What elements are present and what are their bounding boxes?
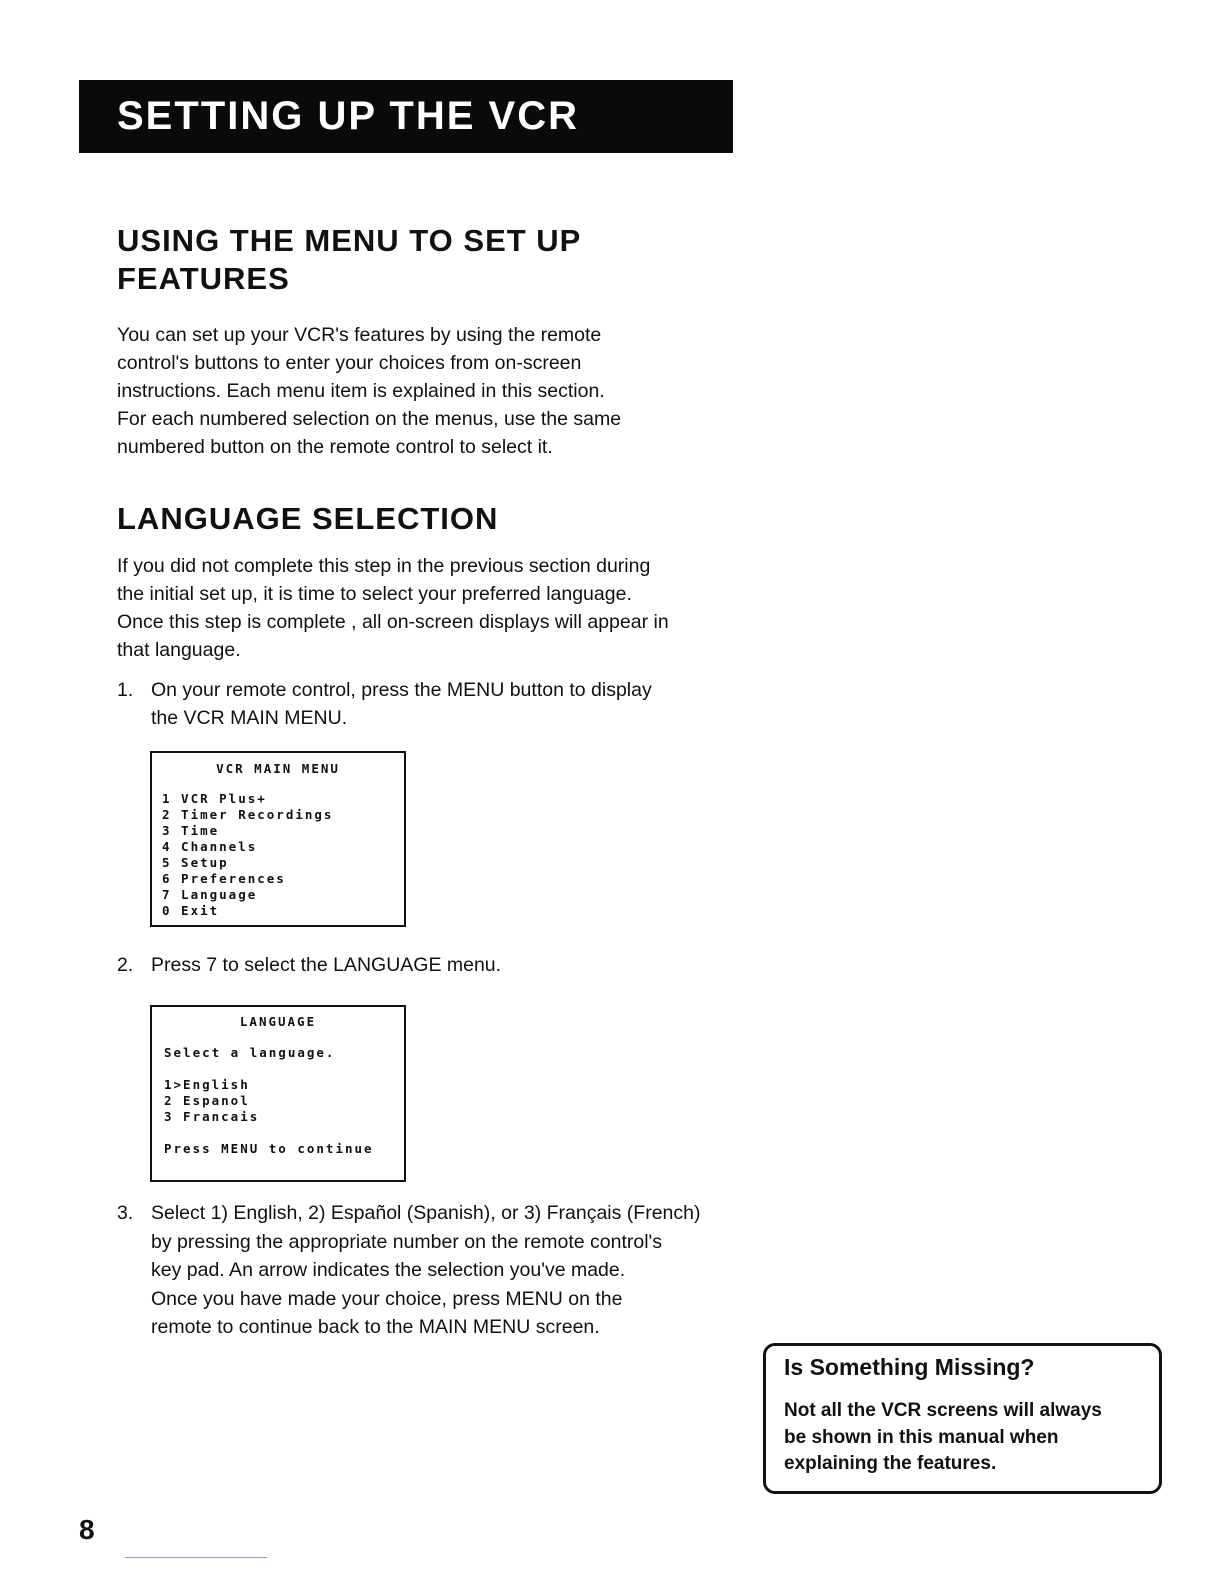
step-number: 2. [117,954,134,976]
intro-paragraph [117,321,621,461]
heading-line: USING THE MENU TO SET UP [117,223,582,258]
text-line: If you did not complete this step in the previous section during [117,555,651,577]
menu-item: 3 Time [162,823,220,838]
text-line: that language. [117,639,241,661]
step-number: 1. [117,679,134,701]
heading-line: FEATURES [117,261,290,296]
callout-body [784,1398,1102,1478]
chapter-banner [79,80,733,153]
language-option: 3 Francais [164,1109,260,1124]
screen-title: LANGUAGE [239,1014,317,1029]
text-line: Select 1) English, 2) Español (Spanish), or 3) Français (French) [151,1202,701,1224]
text-line: Press 7 to select the LANGUAGE menu. [151,954,502,976]
text-line: Once this step is complete , all on-screen displays will appear in [117,611,669,633]
callout-title: Is Something Missing? [784,1354,1035,1380]
text-line: numbered button on the remote control to select it. [117,436,553,458]
language-option: 2 Espanol [164,1093,250,1108]
text-line: Not all the VCR screens will always [784,1400,1102,1421]
text-line: explaining the features. [784,1453,997,1474]
screen-footer: Press MENU to continue [164,1141,374,1156]
menu-item: 0 Exit [162,903,220,918]
footer-rule [125,1557,267,1558]
language-paragraph [117,552,669,664]
menu-item: 5 Setup [162,855,229,870]
text-line: You can set up your VCR's features by using the remote [117,324,602,346]
menu-item: 6 Preferences [162,871,286,886]
screen-title: VCR MAIN MENU [216,761,340,776]
text-line: key pad. An arrow indicates the selection you've made. [151,1259,626,1281]
text-line: by pressing the appropriate number on the remote control's [151,1230,663,1253]
menu-item: 2 Timer Recordings [162,807,334,822]
text-line: On your remote control, press the MENU button to display [151,679,652,701]
menu-item: 4 Channels [162,839,258,854]
text-line: control's buttons to enter your choices from on-screen [117,352,582,374]
menu-item: 1 VCR Plus+ [162,791,267,806]
vcr-main-menu-screen [150,751,406,927]
screen-prompt: Select a language. [164,1045,336,1060]
chapter-title: SETTING UP THE VCR [117,94,579,138]
section-heading-language: LANGUAGE SELECTION [117,501,499,536]
text-line: remote to continue back to the MAIN MENU screen. [151,1316,600,1338]
text-line: the initial set up, it is time to select your preferred language. [117,583,632,605]
text-line: instructions. Each menu item is explained in this section. [117,380,605,402]
text-line: be shown in this manual when [784,1426,1059,1448]
step-number: 3. [117,1202,134,1224]
menu-item: 7 Language [162,887,258,902]
text-line: Once you have made your choice, press MENU on the [151,1287,623,1310]
section-heading-menu [117,222,581,298]
language-screen [150,1005,406,1182]
text-line: the VCR MAIN MENU. [151,707,348,729]
text-line: For each numbered selection on the menus, use the same [117,408,622,430]
language-option: 1>English [164,1077,250,1092]
tip-callout [763,1343,1162,1494]
page-number: 8 [79,1514,95,1545]
